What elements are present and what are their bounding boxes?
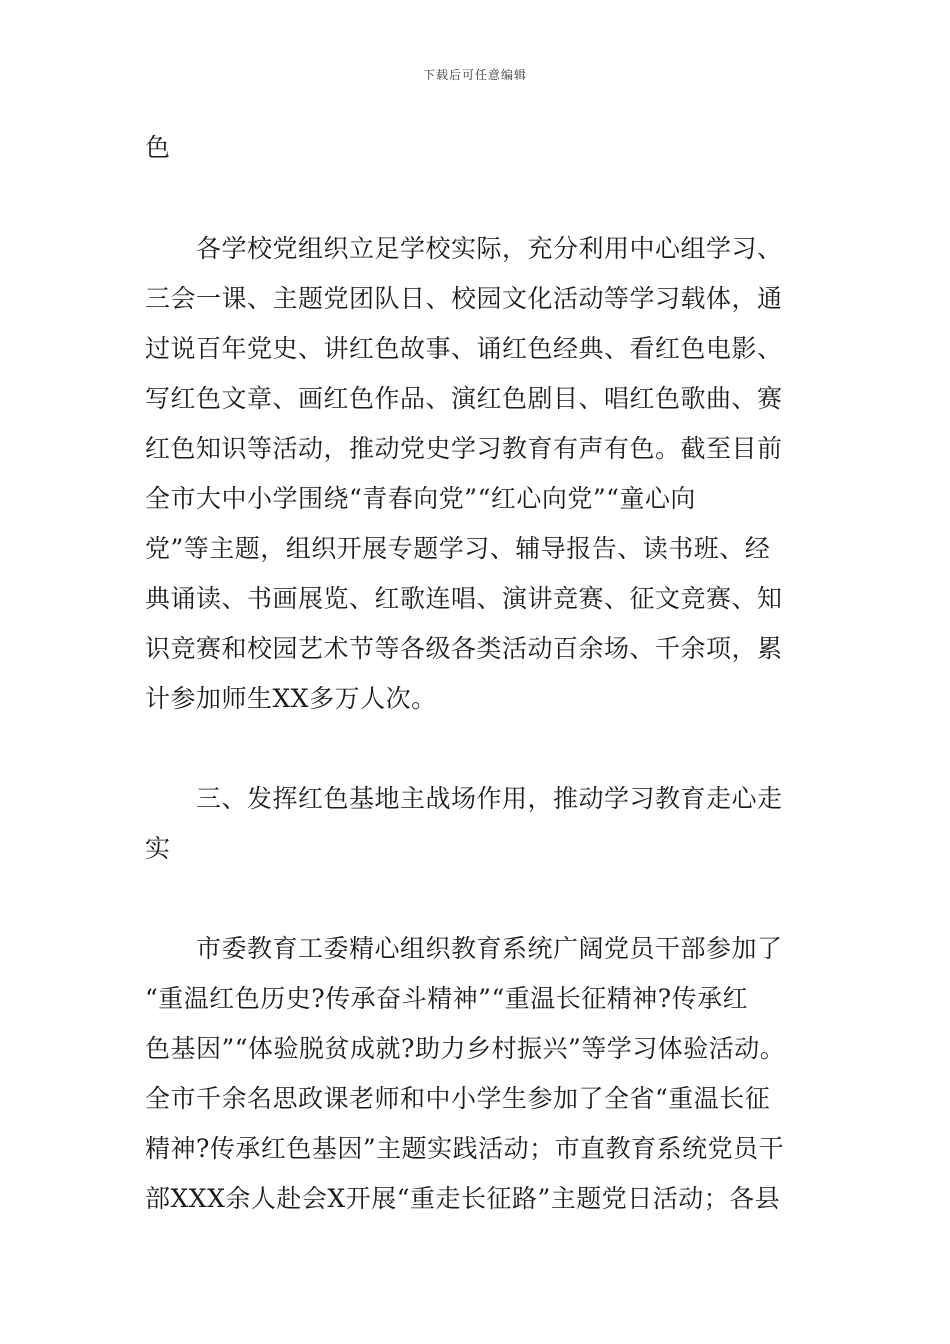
text-line: 三会一课、主题党团队日、校园文化活动等学习载体，通	[145, 284, 783, 313]
text-line: 写红色文章、画红色作品、演红色剧目、唱红色歌曲、赛	[145, 384, 783, 413]
text-line: 红色知识等活动，推动党史学习教育有声有色。截至目前	[145, 434, 783, 463]
text-line: 过说百年党史、讲红色故事、诵红色经典、看红色电影、	[145, 334, 783, 363]
text-line: 典诵读、书画展览、红歌连唱、演讲竞赛、征文竞赛、知	[145, 584, 783, 613]
text-line: 精神?传承红色基因”主题实践活动；市直教育系统党员干	[145, 1134, 785, 1163]
text-line: 各学校党组织立足学校实际，充分利用中心组学习、	[145, 234, 783, 263]
text-line: 市委教育工委精心组织教育系统广阔党员干部参加了	[145, 934, 783, 963]
section-heading: 实	[145, 834, 171, 863]
text-line: 识竞赛和校园艺术节等各级各类活动百余场、千余项，累	[145, 634, 783, 663]
text-line: 色基因”“体验脱贫成就?助力乡村振兴”等学习体验活动。	[145, 1034, 786, 1063]
text-line: 色	[145, 133, 171, 162]
text-line: 全市千余名思政课老师和中小学生参加了全省“重温长征	[145, 1084, 771, 1113]
text-line: “重温红色历史?传承奋斗精神”“重温长征精神?传承红	[145, 984, 749, 1013]
page-header: 下载后可任意编辑	[422, 68, 527, 82]
text-line: 全市大中小学围绕“青春向党”“红心向党”“童心向	[145, 484, 696, 513]
text-line: 计参加师生XX多万人次。	[145, 684, 437, 713]
text-line: 部XXX余人赴会X开展“重走长征路”主题党日活动；各县	[145, 1184, 781, 1213]
text-line: 党”等主题，组织开展专题学习、辅导报告、读书班、经	[145, 534, 771, 563]
section-heading: 三、发挥红色基地主战场作用，推动学习教育走心走	[145, 784, 783, 813]
